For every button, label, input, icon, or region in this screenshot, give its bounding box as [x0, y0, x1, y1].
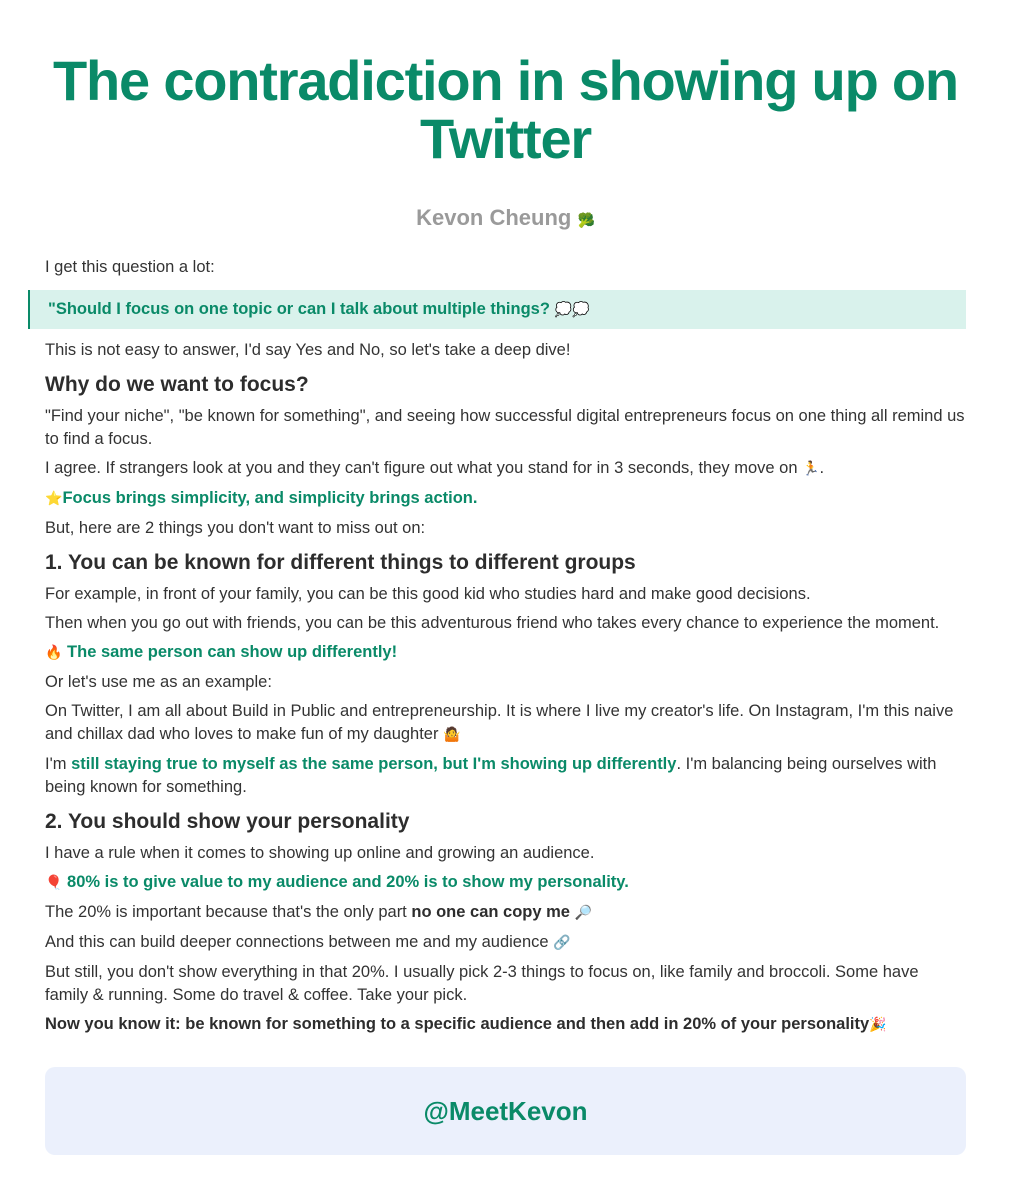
- focus-paragraph-2-text: I agree. If strangers look at you and they can't figure out what you stand for in 3 seconds, they move on: [45, 459, 798, 477]
- answer-text: This is not easy to answer, I'd say Yes and No, so let's take a deep dive!: [45, 341, 571, 359]
- personality-paragraph-3: [45, 931, 966, 955]
- groups-paragraph-5-prefix: I'm: [45, 755, 72, 773]
- groups-paragraph-1: For example, in front of your family, you can be this good kid who studies hard and make good decisions.: [45, 585, 811, 603]
- author-byline: [0, 203, 1011, 236]
- thought-bubble-icon: 💭💭: [554, 302, 590, 318]
- personality-callout: [45, 871, 966, 895]
- magnifier-icon: 🔎: [574, 905, 593, 921]
- shrug-icon: 🤷: [443, 727, 461, 743]
- highlight-quote: [28, 290, 966, 329]
- star-icon: ⭐: [45, 491, 63, 507]
- footer-handle-box: [45, 1067, 966, 1155]
- personality-paragraph-3-text: And this can build deeper connections between me and my audience: [45, 933, 549, 951]
- conclusion: [45, 1013, 966, 1037]
- article-body: [45, 256, 966, 1043]
- fire-icon: 🔥: [45, 645, 63, 661]
- party-popper-icon: 🎉: [869, 1017, 887, 1033]
- personality-paragraph-2: [45, 901, 966, 925]
- conclusion-text: Now you know it: be known for something to a specific audience and then add in 20% of your personality: [45, 1015, 870, 1033]
- balloon-icon: 🎈: [45, 875, 63, 891]
- author-name: Kevon Cheung: [416, 205, 572, 230]
- groups-paragraph-5-suffix: . I'm balancing being ourselves with being known for something.: [45, 755, 937, 796]
- broccoli-icon: 🥦: [577, 213, 595, 229]
- groups-paragraph-4-text: On Twitter, I am all about Build in Public and entrepreneurship. It is where I live my creator's life. On Instagram, I'm this naive and chillax dad who loves to make fun of my daughter: [45, 702, 954, 743]
- personality-paragraph-2-bold: no one can copy me: [411, 903, 570, 921]
- personality-paragraph-4: But still, you don't show everything in that 20%. I usually pick 2-3 things to focus on, like family and broccoli. Some have family & running. Some do travel & coffee. Take your pick.: [45, 963, 919, 1004]
- personality-paragraph-2-prefix: The 20% is important because that's the only part: [45, 903, 412, 921]
- page-title: The contradiction in showing up on Twitter: [53, 49, 958, 170]
- link-icon: 🔗: [553, 935, 571, 951]
- groups-paragraph-5: [45, 753, 966, 799]
- focus-callout: [45, 487, 966, 511]
- focus-paragraph-2: I agree. If strangers look at you and they can't figure out what you stand for in 3 seconds, they move on 🏃.: [45, 459, 825, 477]
- focus-paragraph-3: But, here are 2 things you don't want to miss out on:: [45, 519, 426, 537]
- groups-callout-text: The same person can show up differently!: [67, 643, 398, 661]
- section-heading-focus: Why do we want to focus?: [45, 373, 309, 396]
- quote-text: "Should I focus on one topic or can I talk about multiple things?: [48, 300, 550, 318]
- section-heading-groups: 1. You can be known for different things to different groups: [45, 551, 636, 574]
- focus-paragraph-1: "Find your niche", "be known for something", and seeing how successful digital entrepreneurs focus on one thing all remind us to find a focus.: [45, 407, 965, 448]
- groups-paragraph-4: [45, 700, 966, 747]
- groups-paragraph-2: Then when you go out with friends, you can be this adventurous friend who takes every chance to experience the moment.: [45, 614, 940, 632]
- runner-icon: 🏃: [802, 461, 820, 477]
- section-heading-personality: 2. You should show your personality: [45, 810, 410, 833]
- personality-callout-text: 80% is to give value to my audience and 20% is to show my personality.: [67, 873, 629, 891]
- intro-text: I get this question a lot:: [45, 258, 215, 276]
- personality-paragraph-1: I have a rule when it comes to showing up online and growing an audience.: [45, 844, 595, 862]
- groups-paragraph-5-accent: still staying true to myself as the same person, but I'm showing up differently: [71, 755, 677, 773]
- groups-paragraph-3: Or let's use me as an example:: [45, 673, 272, 691]
- twitter-handle[interactable]: @MeetKevon: [423, 1095, 588, 1126]
- groups-callout: [45, 641, 966, 665]
- focus-callout-text: Focus brings simplicity, and simplicity brings action.: [62, 489, 478, 507]
